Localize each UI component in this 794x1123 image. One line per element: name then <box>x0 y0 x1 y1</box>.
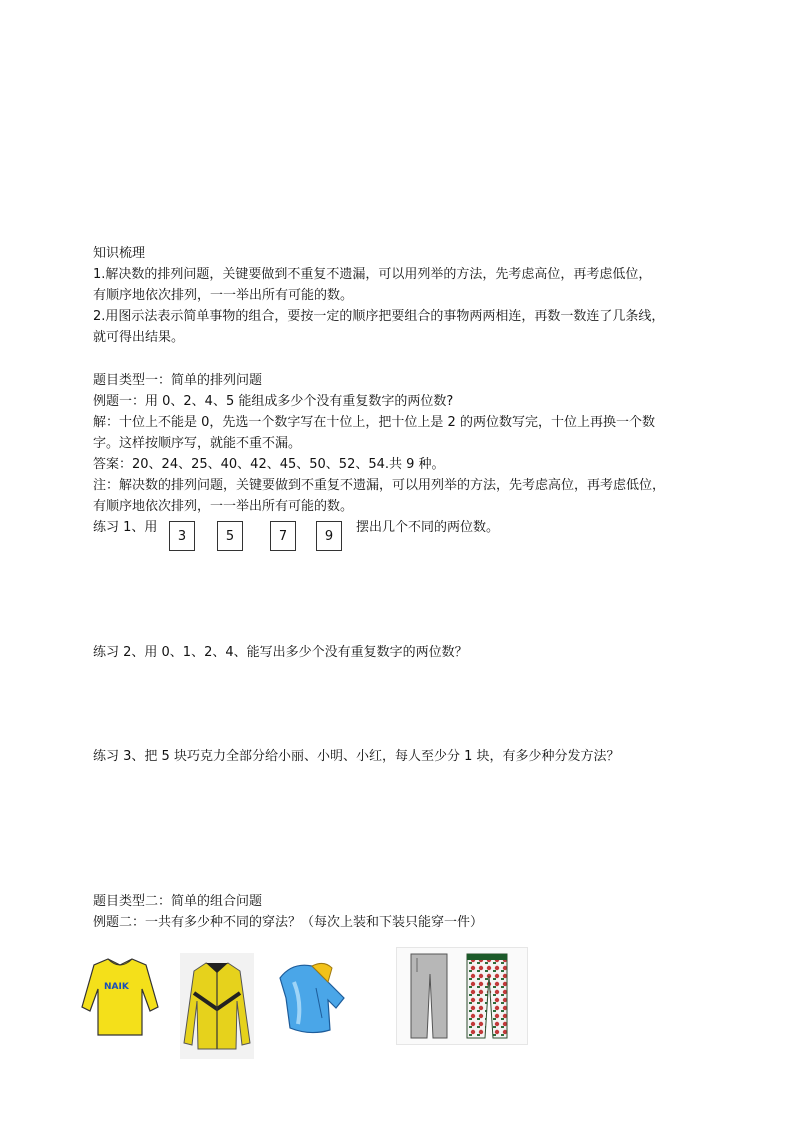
yellow-shirt-image <box>80 955 160 1040</box>
example-1: 例题一：用 0、2、4、5 能组成多少个没有重复数字的两位数? <box>93 394 454 409</box>
note-line-2: 有顺序地依次排列，一一举出所有可能的数。 <box>93 499 354 514</box>
solution-line-1: 解：十位上不能是 0，先选一个数字写在十位上，把十位上是 2 的两位数写完，十位上再换一个数 <box>93 415 655 430</box>
example-2: 例题二：一共有多少种不同的穿法？（每次上装和下装只能穿一件） <box>93 915 484 930</box>
trousers-image <box>396 947 528 1045</box>
practice-1-prefix: 练习 1、用 <box>93 520 158 535</box>
practice-2: 练习 2、用 0、1、2、4、能写出多少个没有重复数字的两位数？ <box>93 645 468 660</box>
yellow-jacket-image <box>180 953 254 1059</box>
knowledge-heading: 知识梳理 <box>93 246 146 261</box>
practice-1-suffix: 摆出几个不同的两位数。 <box>356 520 500 535</box>
knowledge-line-2: 有顺序地依次排列，一一举出所有可能的数。 <box>93 288 354 303</box>
practice-3: 练习 3、把 5 块巧克力全部分给小丽、小明、小红，每人至少分 1 块，有多少种分发方法？ <box>93 749 620 764</box>
digit-card: 3 <box>169 521 195 551</box>
type1-heading: 题目类型一：简单的排列问题 <box>93 373 263 388</box>
note-line-1: 注：解决数的排列问题，关键要做到不重复不遗漏，可以用列举的方法，先考虑高位，再考虑低位， <box>93 478 666 493</box>
knowledge-line-1: 1.解决数的排列问题，关键要做到不重复不遗漏，可以用列举的方法，先考虑高位，再考虑低位， <box>93 267 652 282</box>
solution-line-2: 字。这样按顺序写，就能不重不漏。 <box>93 436 302 451</box>
blue-coat-image <box>272 958 348 1038</box>
digit-card: 7 <box>270 521 296 551</box>
knowledge-line-4: 就可得出结果。 <box>93 330 185 345</box>
digit-card: 9 <box>316 521 342 551</box>
type2-heading: 题目类型二：简单的组合问题 <box>93 894 263 909</box>
digit-card: 5 <box>217 521 243 551</box>
knowledge-line-3: 2.用图示法表示简单事物的组合，要按一定的顺序把要组合的事物两两相连，再数一数连了几条线， <box>93 309 665 324</box>
shirt-logo-text: NAIK <box>104 982 129 992</box>
answer-line: 答案：20、24、25、40、42、45、50、52、54.共 9 种。 <box>93 457 445 472</box>
